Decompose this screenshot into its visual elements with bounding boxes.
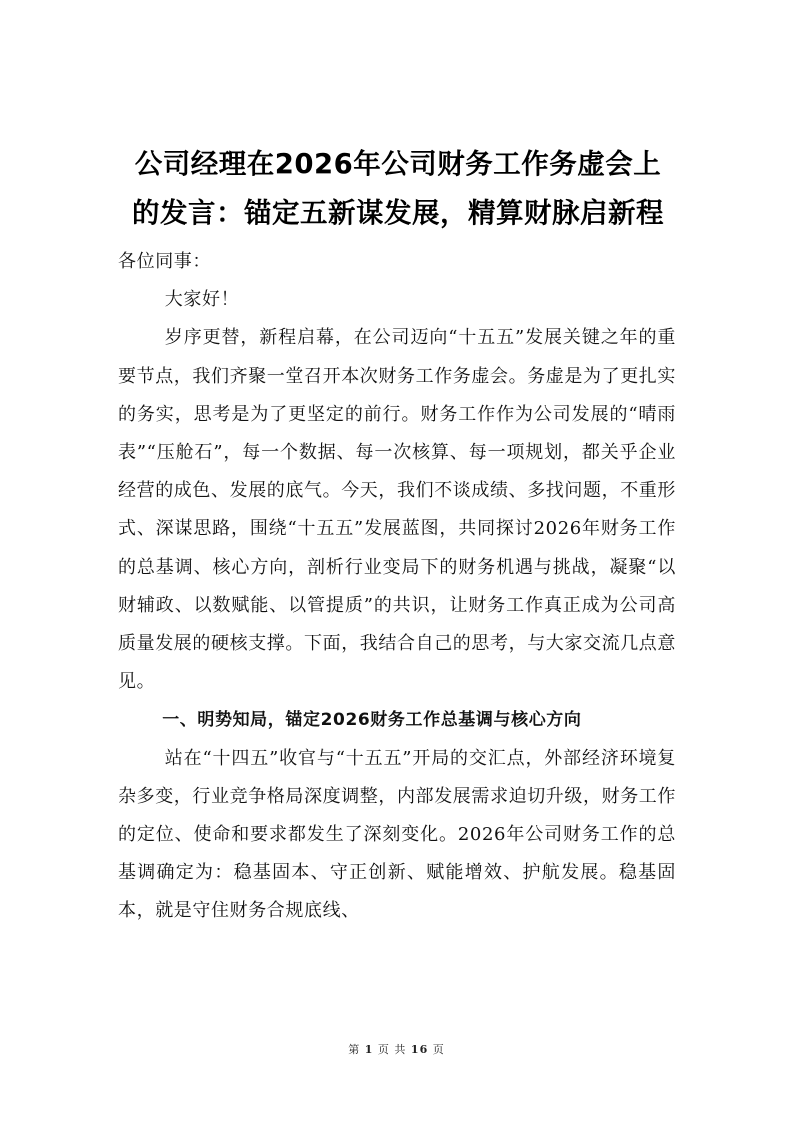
footer-middle: 页 共	[377, 1043, 407, 1056]
greeting: 大家好！	[164, 289, 240, 311]
page-footer	[0, 1041, 793, 1057]
title-line-1: 公司经理在2026年公司财务工作务虚会上	[134, 148, 662, 181]
footer-current-page: 1	[364, 1043, 374, 1056]
section-heading-1: 一、明势知局，锚定2026财务工作总基调与核心方向	[162, 710, 582, 731]
title-line-2: 的发言：锚定五新谋发展，精算财脉启新程	[132, 197, 664, 230]
footer-total-pages: 16	[410, 1043, 429, 1056]
document-body	[118, 243, 676, 931]
document-title	[118, 140, 678, 238]
footer-prefix: 第	[348, 1043, 361, 1056]
salutation: 各位同事：	[118, 251, 211, 272]
paragraph-section-1: 站在“十四五”收官与“十五五”开局的交汇点，外部经济环境复杂多变，行业竞争格局深度调整，内部发展需求迫切升级，财务工作的定位、使命和要求都发生了深刻变化。2026年公司财务工作的总基调确定为：稳基固本、守正创新、赋能增效、护航发展。稳基固本，就是守住财务合规底线、	[118, 747, 676, 922]
footer-suffix: 页	[432, 1043, 445, 1056]
paragraph-intro: 岁序更替，新程启幕，在公司迈向“十五五”发展关键之年的重要节点，我们齐聚一堂召开本次财务工作务虚会。务虚是为了更扎实的务实，思考是为了更坚定的前行。财务工作作为公司发展的“晴雨表”“压舱石”，每一个数据、每一次核算、每一项规划，都关乎企业经营的成色、发展的底气。今天，我们不谈成绩、多找问题，不重形式、深谋思路，围绕“十五五”发展蓝图，共同探讨2026年财务工作的总基调、核心方向，剖析行业变局下的财务机遇与挑战，凝聚“以财辅政、以数赋能、以管提质”的共识，让财务工作真正成为公司高质量发展的硬核支撑。下面，我结合自己的思考，与大家交流几点意见。	[118, 327, 676, 693]
